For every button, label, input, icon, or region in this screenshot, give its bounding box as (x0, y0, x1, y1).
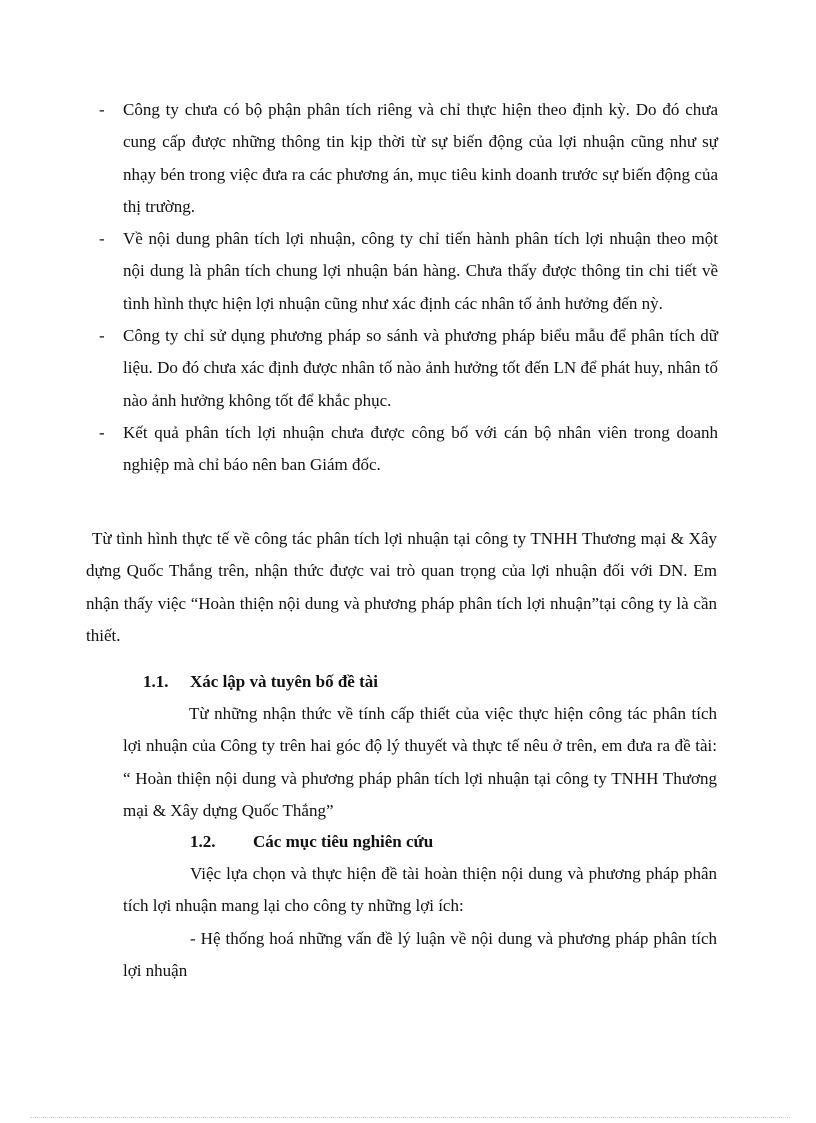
bullet-list (96, 94, 718, 482)
section-1-2-item: - Hệ thống hoá những vấn đề lý luận về nội dung và phương pháp phân tích lợi nhuận (123, 929, 717, 981)
section-1-1-paragraph: Từ những nhận thức về tính cấp thiết của việc thực hiện công tác phân tích lợi nhuận của Công ty trên hai góc độ lý thuyết và thực tế nêu ở trên, em đưa ra đề tài: “ Hoàn thiện nội dung và phương pháp phân tích lợi nhuận tại công ty TNHH Thương mại & Xây dựng Quốc Thắng” (123, 704, 717, 820)
section-title: Xác lập và tuyên bố đề tài (190, 672, 378, 691)
page-bottom-divider (30, 1117, 790, 1118)
bullet-item-4 (96, 417, 718, 482)
bullet-item-2 (96, 223, 718, 320)
paragraph-conclusion: Từ tình hình thực tế về công tác phân tích lợi nhuận tại công ty TNHH Thương mại & Xây dựng Quốc Thắng trên, nhận thức được vai trò quan trọng của lợi nhuận đối với DN. Em nhận thấy việc “Hoàn thiện nội dung và phương pháp phân tích lợi nhuận”tại công ty là cần thiết. (86, 529, 717, 645)
section-heading-1-1 (143, 670, 378, 694)
section-title: Các mục tiêu nghiên cứu (253, 832, 434, 851)
section-number: 1.1. (143, 672, 169, 691)
bullet-text: Kết quả phân tích lợi nhuận chưa được công bố với cán bộ nhân viên trong doanh nghiệp mà chỉ báo nên ban Giám đốc. (123, 422, 718, 475)
bullet-dash: - (99, 100, 105, 119)
bullet-text: Về nội dung phân tích lợi nhuận, công ty chỉ tiến hành phân tích lợi nhuận theo một nội dung là phân tích chung lợi nhuận bán hàng. Chưa thấy được thông tin chi tiết về tình hình thực hiện lợi nhuận cũng như xác định các nhân tố ảnh hưởng đến nỳ. (123, 229, 718, 313)
bullet-dash: - (99, 422, 105, 442)
bullet-dash: - (99, 229, 105, 249)
bullet-text: Công ty chỉ sử dụng phương pháp so sánh và phương pháp biểu mẫu để phân tích dữ liệu. Do đó chưa xác định được nhân tố nào ảnh hưởng tốt đến LN để phát huy, nhân tố nào ảnh hưởng không tốt để khắc phục. (123, 326, 718, 410)
section-heading-1-2 (190, 830, 433, 854)
section-number: 1.2. (190, 832, 216, 851)
bullet-text: Công ty chưa có bộ phận phân tích riêng và chỉ thực hiện theo định kỳ. Do đó chưa cung cấp được những thông tin kịp thời từ sự biến động của lợi nhuận cũng như sự nhạy bén trong việc đưa ra các phương án, mục tiêu kinh doanh trước sự biến động của thị trường. (123, 100, 718, 216)
bullet-dash: - (99, 326, 105, 346)
bullet-item-1 (96, 94, 718, 223)
section-1-2-paragraph: Việc lựa chọn và thực hiện đề tài hoàn thiện nội dung và phương pháp phân tích lợi nhuận mang lại cho công ty những lợi ích: (123, 864, 717, 916)
bullet-item-3 (96, 320, 718, 417)
